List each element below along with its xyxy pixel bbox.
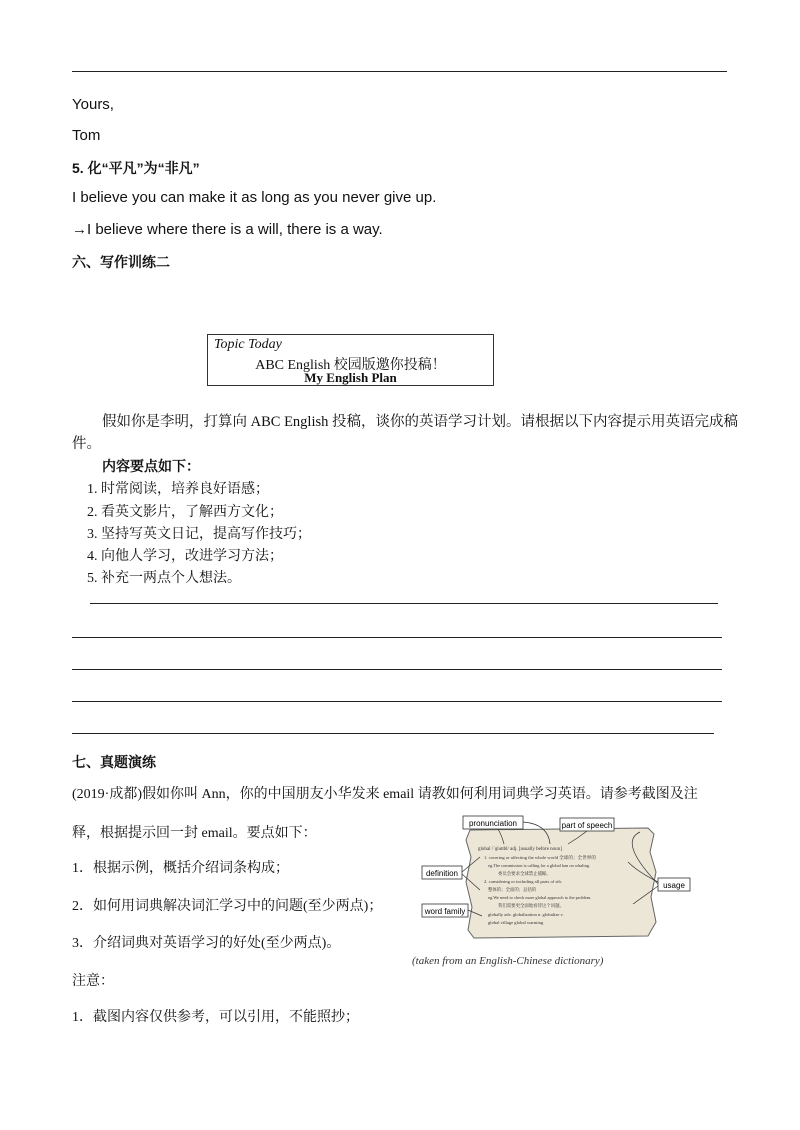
topic-box-invitation: ABC English 校园版邀你投稿！ <box>255 358 446 373</box>
entry-word-family-2: global village global warming <box>488 920 544 925</box>
answer-line[interactable] <box>90 603 718 604</box>
section6-point: 4. 向他人学习，改进学习方法； <box>87 549 283 564</box>
entry-sense2-cn: 整体的；全面的；总括的 <box>488 887 537 892</box>
letter-signature: Tom <box>72 127 101 144</box>
label-pronunciation: pronunciation <box>468 819 518 828</box>
entry-example1: eg.The commission is calling for a global ban on whaling. <box>488 863 591 868</box>
entry-sense2: 2. considering or including all parts of sth. <box>484 879 562 884</box>
section6-heading: 六、写作训练二 <box>72 254 170 270</box>
section7-note-heading: 注意： <box>72 974 114 989</box>
topic-box-label: Topic Today <box>214 337 282 352</box>
entry-example2-cn: 我们需要更全面地看待这个问题。 <box>498 903 564 908</box>
tip5-heading: 5. 化“平凡”为“非凡” <box>72 160 200 176</box>
label-part-of-speech: part of speech <box>561 821 613 830</box>
section7-point: 3．介绍词典对英语学习的好处(至少两点)。 <box>72 936 341 951</box>
section7-point: 1．根据示例，概括介绍词条构成； <box>72 861 289 876</box>
section6-point: 5. 补充一两点个人想法。 <box>87 571 241 586</box>
section7-heading: 七、真题演练 <box>72 754 156 770</box>
section6-point: 2. 看英文影片，了解西方文化； <box>87 505 283 520</box>
tip5-plain-sentence: I believe you can make it as long as you never give up. <box>72 189 437 206</box>
dictionary-caption: (taken from an English-Chinese dictionary) <box>412 955 604 967</box>
entry-sense1: 1. covering or affecting the whole world 全球的；全世界的 <box>484 855 596 860</box>
answer-line[interactable] <box>72 701 722 702</box>
entry-headword: global /ˈɡləʊbl/ adj. [usually before noun] <box>478 847 562 852</box>
topic-box-title: My English Plan <box>304 370 397 385</box>
section7-intro-line2: 释，根据提示回一封 email。要点如下： <box>72 826 317 841</box>
top-divider <box>72 71 727 72</box>
section6-prompt-line2: 件。 <box>72 436 101 452</box>
entry-example1-cn: 委员会要求全球禁止捕鲸。 <box>498 871 551 876</box>
section7-intro-line1: (2019·成都)假如你叫 Ann，你的中国朋友小华发来 email 请教如何利用词典学习英语。请参考截图及注 <box>72 787 698 802</box>
label-definition: definition <box>425 869 459 878</box>
section7-note: 1．截图内容仅供参考，可以引用，不能照抄； <box>72 1010 359 1025</box>
entry-example2: eg.We need to check more global approach to the problem. <box>488 895 592 900</box>
section6-point: 1. 时常阅读，培养良好语感； <box>87 482 269 497</box>
section6-prompt-line1: 假如你是李明，打算向 ABC English 投稿，谈你的英语学习计划。请根据以下内容提示用英语完成稿 <box>102 414 738 430</box>
tip5-improved-sentence: →I believe where there is a will, there is a way. <box>72 221 383 238</box>
topic-box <box>207 334 494 386</box>
section7-point: 2．如何用词典解决词汇学习中的问题(至少两点)； <box>72 899 383 914</box>
label-word-family: word family <box>424 907 466 916</box>
answer-line[interactable] <box>72 637 722 638</box>
section6-points-heading: 内容要点如下： <box>102 460 200 475</box>
entry-word-family: globally adv. globalization n. globalize v. <box>488 912 564 917</box>
answer-line[interactable] <box>72 733 714 734</box>
answer-line[interactable] <box>72 669 722 670</box>
section6-point: 3. 坚持写英文日记，提高写作技巧； <box>87 527 311 542</box>
letter-closing: Yours, <box>72 96 114 113</box>
label-usage: usage <box>663 881 685 890</box>
dictionary-entry-image <box>418 812 698 952</box>
